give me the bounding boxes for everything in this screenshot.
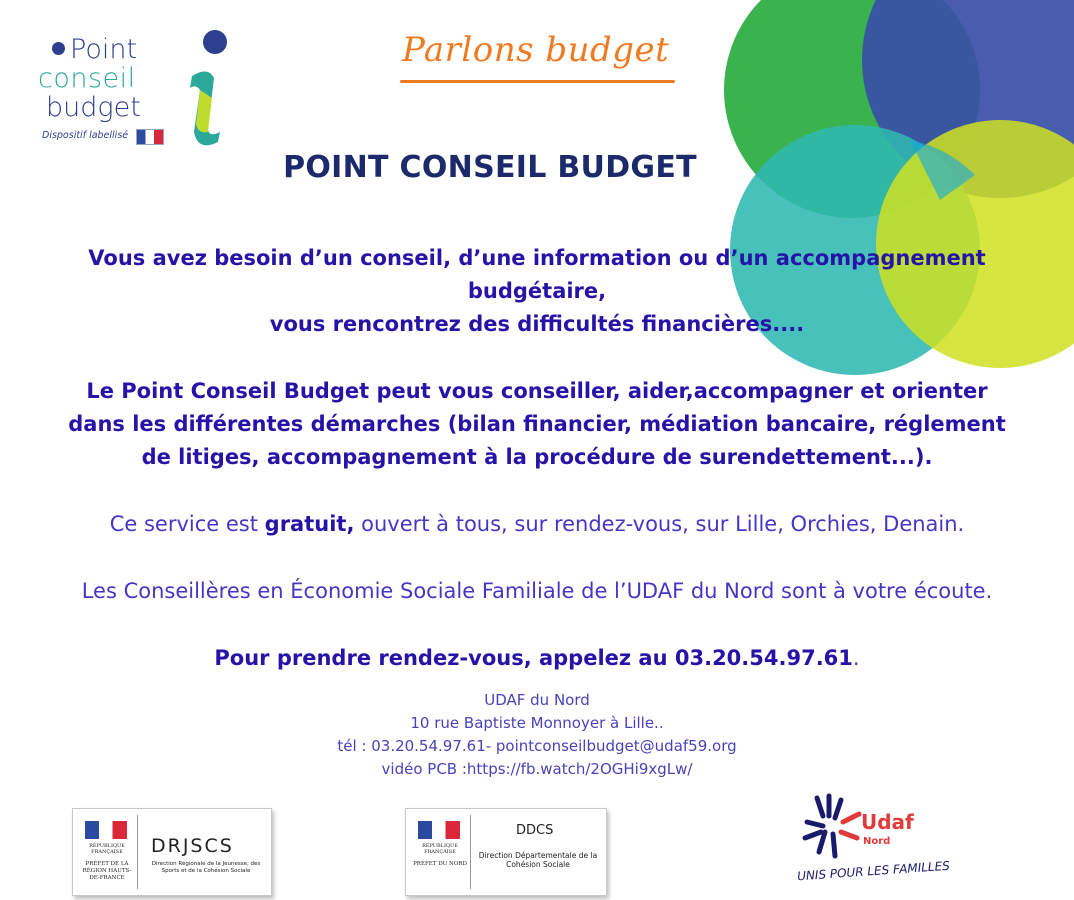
main-heading: POINT CONSEIL BUDGET xyxy=(283,150,697,185)
udaf-name: Udaf xyxy=(861,810,914,834)
contact-address: 10 rue Baptiste Monnoyer à Lille.. xyxy=(410,714,664,732)
services-line3: de litiges, accompagnement à la procédure de surendettement...). xyxy=(141,445,933,469)
logo-line2: conseil xyxy=(38,63,136,94)
appointment-text: Pour prendre rendez-vous, appelez au 03.20.54.97.61 xyxy=(214,646,853,670)
drjscs-logo xyxy=(72,808,272,896)
drjscs-republic: RÉPUBLIQUE FRANÇAISE xyxy=(89,843,125,855)
point-conseil-budget-logo xyxy=(38,28,238,153)
appointment-paragraph xyxy=(30,642,1044,675)
services-line1: Le Point Conseil Budget peut vous conseiller, aider,accompagner et orienter xyxy=(86,379,988,403)
marianne-flag-icon xyxy=(418,821,460,839)
services-paragraph xyxy=(30,375,1044,474)
republic-flag-icon xyxy=(136,129,164,145)
ddcs-fullname: Direction Départementale de la Cohésion Sociale xyxy=(478,851,598,869)
services-line2: dans les différentes démarches (bilan financier, médiation bancaire, réglement xyxy=(68,412,1006,436)
logo-subtitle: Dispositif labellisé xyxy=(42,130,129,141)
intro-paragraph xyxy=(30,242,1044,341)
udaf-figures-icon xyxy=(799,792,863,862)
ddcs-logo xyxy=(405,808,607,896)
udaf-logo xyxy=(795,790,951,894)
logo-line3: budget xyxy=(46,92,141,123)
marianne-flag-icon xyxy=(85,821,127,839)
drjscs-name: DRJSCS xyxy=(151,835,234,857)
logo-divider xyxy=(470,815,471,889)
free-service-paragraph xyxy=(30,508,1044,541)
drjscs-fullname: Direction Régionale de la Jeunesse, des Sports et de la Cohésion Sociale xyxy=(151,861,261,874)
free-bold: gratuit, xyxy=(264,512,355,536)
contact-phone-email[interactable]: tél : 03.20.54.97.61- pointconseilbudget@udaf59.org xyxy=(337,737,737,755)
ddcs-name: DDCS xyxy=(516,823,554,838)
advisors-paragraph: Les Conseillères en Économie Sociale Familiale de l’UDAF du Nord sont à votre écoute. xyxy=(81,579,993,603)
contact-block xyxy=(200,689,874,781)
intro-line1: Vous avez besoin d’un conseil, d’une information ou d’un accompagnement xyxy=(88,246,986,270)
udaf-tagline: UNIS POUR LES FAMILLES xyxy=(796,858,951,884)
intro-line2: budgétaire, xyxy=(467,279,607,303)
intro-line3: vous rencontrez des difficultés financières.... xyxy=(269,312,805,336)
info-i-icon xyxy=(178,28,234,150)
ddcs-prefect: PRÉFET DU NORD xyxy=(413,861,467,867)
page-title: Parlons budget xyxy=(402,30,670,70)
title-underline xyxy=(400,80,675,83)
logo-divider xyxy=(137,815,138,889)
logo-line1: Point xyxy=(70,34,138,65)
contact-video-link[interactable]: vidéo PCB :https://fb.watch/2OGHi9xgLw/ xyxy=(381,760,693,778)
drjscs-prefect: PRÉFET DE LA RÉGION HAUTS-DE-FRANCE xyxy=(82,861,132,881)
free-before: Ce service est xyxy=(109,512,265,536)
appointment-punct: . xyxy=(852,646,860,670)
ddcs-republic: RÉPUBLIQUE FRANÇAISE xyxy=(422,843,458,855)
contact-org: UDAF du Nord xyxy=(484,691,590,709)
free-after: ouvert à tous, sur rendez-vous, sur Lille, Orchies, Denain. xyxy=(354,512,965,536)
udaf-region: Nord xyxy=(863,836,891,847)
title-block xyxy=(400,24,675,94)
